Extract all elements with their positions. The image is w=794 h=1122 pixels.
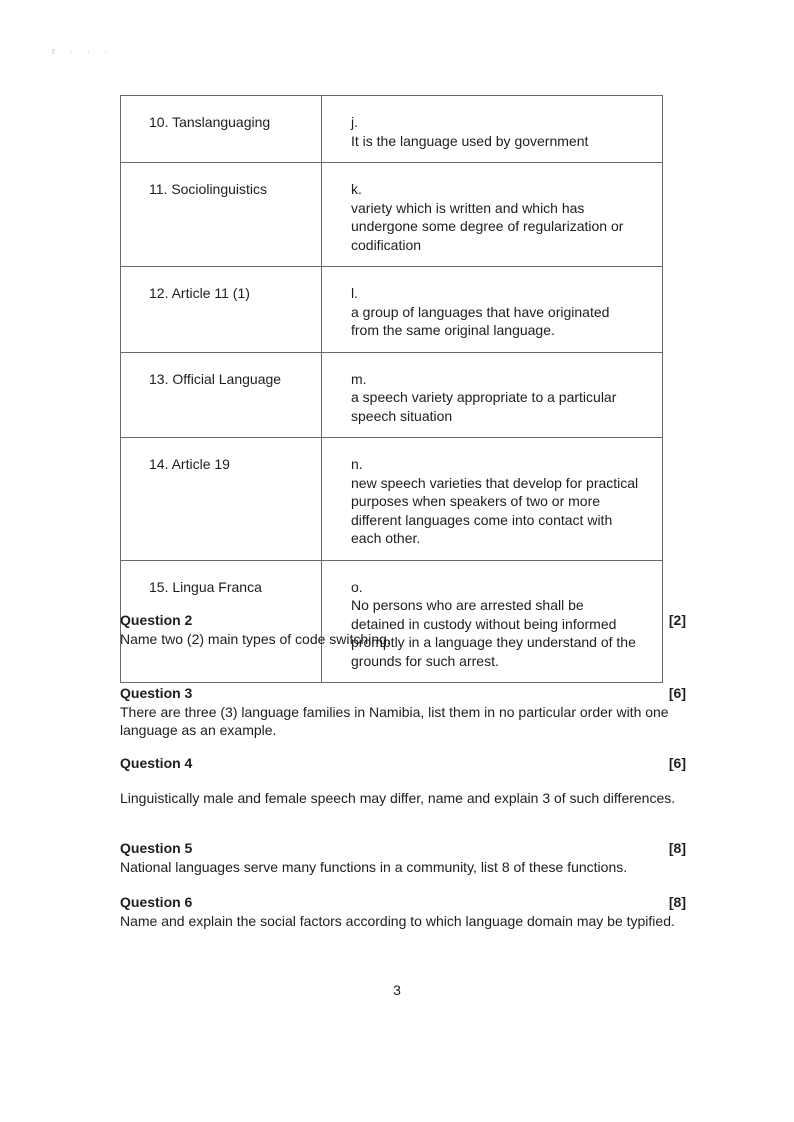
question-3 (120, 684, 686, 740)
question-title: Question 2 (120, 612, 193, 628)
option-letter: n. (351, 456, 363, 472)
definition-cell (322, 438, 663, 561)
question-title: Question 5 (120, 840, 193, 856)
definition-cell (322, 267, 663, 353)
table-row (121, 163, 663, 267)
question-marks: [6] (668, 685, 686, 701)
table-row (121, 438, 663, 561)
term-cell: 10. Tanslanguaging (121, 96, 322, 163)
term-cell: 13. Official Language (121, 352, 322, 438)
question-text: Linguistically male and female speech may differ, name and explain 3 of such differences. (120, 789, 676, 806)
term-cell: 12. Article 11 (1) (121, 267, 322, 353)
option-letter: o. (351, 578, 363, 595)
question-marks: [6] (668, 755, 686, 771)
definition-text: variety which is written and which has undergone some degree of regularization or codification (351, 199, 624, 253)
page-number: 3 (393, 982, 401, 998)
definition-cell (322, 163, 663, 267)
question-marks: [8] (668, 840, 686, 856)
question-4 (120, 754, 686, 807)
table-row (121, 267, 663, 353)
question-title: Question 3 (120, 685, 193, 701)
question-2 (120, 611, 686, 648)
question-title: Question 6 (120, 894, 193, 910)
option-letter: m. (351, 370, 367, 387)
question-marks: [8] (668, 894, 686, 910)
option-letter: l. (351, 285, 358, 301)
option-letter: j. (351, 114, 358, 130)
definition-cell (322, 96, 663, 163)
option-letter: k. (351, 181, 362, 197)
question-title: Question 4 (120, 755, 193, 771)
matching-table (120, 95, 663, 683)
question-6 (120, 893, 686, 930)
definition-text: a group of languages that have originated from the same original language. (351, 303, 610, 338)
term-cell: 11. Sociolinguistics (121, 163, 322, 267)
term-cell: 14. Article 19 (121, 438, 322, 561)
definition-text: No persons who are arrested shall be detained in custody without being informed promptly in a language they understand of the grounds for such arrest. (351, 597, 636, 669)
term-cell: 15. Lingua Franca (121, 560, 322, 683)
question-marks: [2] (668, 612, 686, 628)
question-text: National languages serve many functions in a community, list 8 of these functions. (120, 858, 628, 875)
question-text: There are three (3) language families in Namibia, list them in no particular order with one language as an example. (120, 703, 669, 738)
table-row (121, 96, 663, 163)
question-text: Name two (2) main types of code switching. (120, 630, 391, 647)
scan-speck: r · · · (52, 46, 114, 56)
question-5 (120, 839, 686, 876)
table-row (121, 352, 663, 438)
definition-text: It is the language used by government (351, 132, 589, 149)
definition-text: new speech varieties that develop for practical purposes when speakers of two or more different languages come into contact with each other. (351, 474, 639, 546)
definition-text: a speech variety appropriate to a particular speech situation (351, 389, 617, 424)
definition-cell (322, 352, 663, 438)
question-text: Name and explain the social factors according to which language domain may be typified. (120, 912, 675, 929)
